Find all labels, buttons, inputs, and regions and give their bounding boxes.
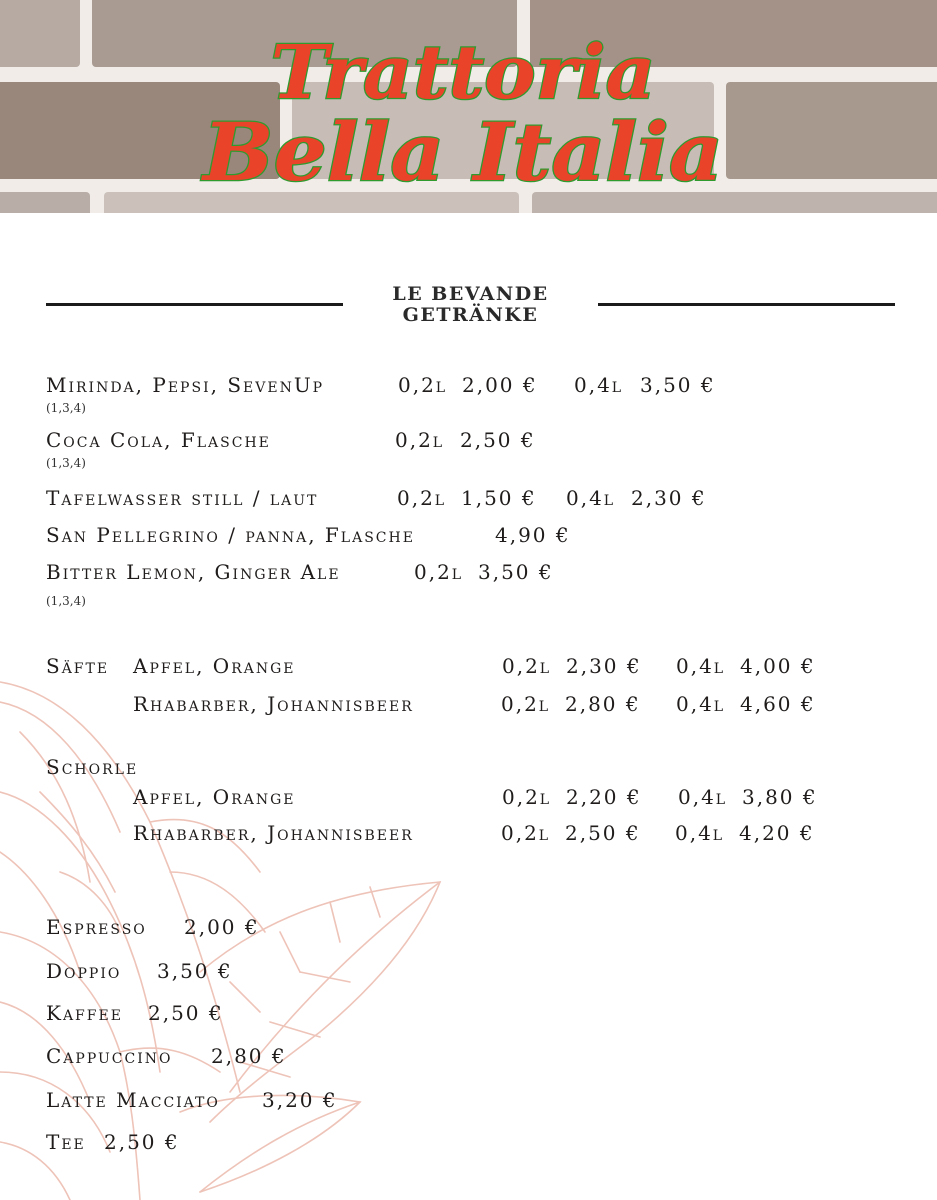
logo-line-1: Trattoria [270, 30, 656, 116]
item-price: 4,60 € [740, 692, 816, 716]
item-price: 2,50 € [148, 1001, 224, 1025]
item-size: 0,2l [502, 654, 552, 678]
item-size: 0,2l [397, 486, 447, 510]
item-price: 2,30 € [631, 486, 707, 510]
item-size: 0,4l [676, 692, 726, 716]
item-name: Latte Macciato [46, 1088, 220, 1112]
item-size: 0,4l [574, 373, 624, 397]
logo-line-2: Bella Italia [200, 105, 723, 199]
item-size: 0,2l [395, 428, 445, 452]
item-price: 1,50 € [461, 486, 537, 510]
item-size: 0,4l [675, 821, 725, 845]
item-name: Espresso [46, 915, 147, 939]
item-name: Mirinda, Pepsi, SevenUp [46, 373, 325, 397]
item-name: Apfel, Orange [133, 785, 296, 809]
item-size: 0,2l [501, 692, 551, 716]
item-price: 2,50 € [565, 821, 641, 845]
item-price: 2,50 € [104, 1130, 180, 1154]
heading-rule-left [46, 303, 343, 306]
item-name: Rhabarber, Johannisbeer [133, 821, 414, 845]
item-name: San Pellegrino / panna, Flasche [46, 523, 415, 547]
item-price: 2,30 € [566, 654, 642, 678]
restaurant-logo [0, 18, 937, 208]
item-price: 3,50 € [157, 959, 233, 983]
item-size: 0,4l [676, 654, 726, 678]
item-price: 2,80 € [565, 692, 641, 716]
item-name: Cappuccino [46, 1044, 173, 1068]
item-price: 3,50 € [640, 373, 716, 397]
item-price: 4,20 € [739, 821, 815, 845]
group-label: Säfte [46, 654, 110, 678]
item-name: Tee [46, 1130, 86, 1154]
section-heading-italian: LE BEVANDE [392, 283, 549, 305]
item-name: Rhabarber, Johannisbeer [133, 692, 414, 716]
item-price: 2,50 € [460, 428, 536, 452]
heading-rule-right [598, 303, 895, 306]
allergen-note: (1,3,4) [46, 401, 86, 415]
item-price: 2,20 € [566, 785, 642, 809]
allergen-note: (1,3,4) [46, 456, 86, 470]
section-heading-german: GETRÄNKE [402, 304, 539, 326]
item-price: 2,80 € [211, 1044, 287, 1068]
item-price: 4,00 € [740, 654, 816, 678]
item-name: Tafelwasser still / laut [46, 486, 319, 510]
item-price: 3,50 € [478, 560, 554, 584]
item-name: Kaffee [46, 1001, 123, 1025]
item-price: 3,20 € [262, 1088, 338, 1112]
item-size: 0,2l [502, 785, 552, 809]
item-price: 2,00 € [462, 373, 538, 397]
item-name: Doppio [46, 959, 122, 983]
item-price: 3,80 € [742, 785, 818, 809]
item-price: 2,00 € [184, 915, 260, 939]
item-name: Coca Cola, Flasche [46, 428, 271, 452]
section-heading [343, 284, 598, 326]
item-size: 0,2l [414, 560, 464, 584]
item-name: Bitter Lemon, Ginger Ale [46, 560, 341, 584]
item-name: Apfel, Orange [133, 654, 296, 678]
item-size: 0,4l [678, 785, 728, 809]
item-size: 0,4l [566, 486, 616, 510]
item-price: 4,90 € [495, 523, 571, 547]
item-size: 0,2l [398, 373, 448, 397]
brick-header [0, 0, 937, 213]
group-label: Schorle [46, 755, 139, 779]
allergen-note: (1,3,4) [46, 594, 86, 608]
item-size: 0,2l [501, 821, 551, 845]
